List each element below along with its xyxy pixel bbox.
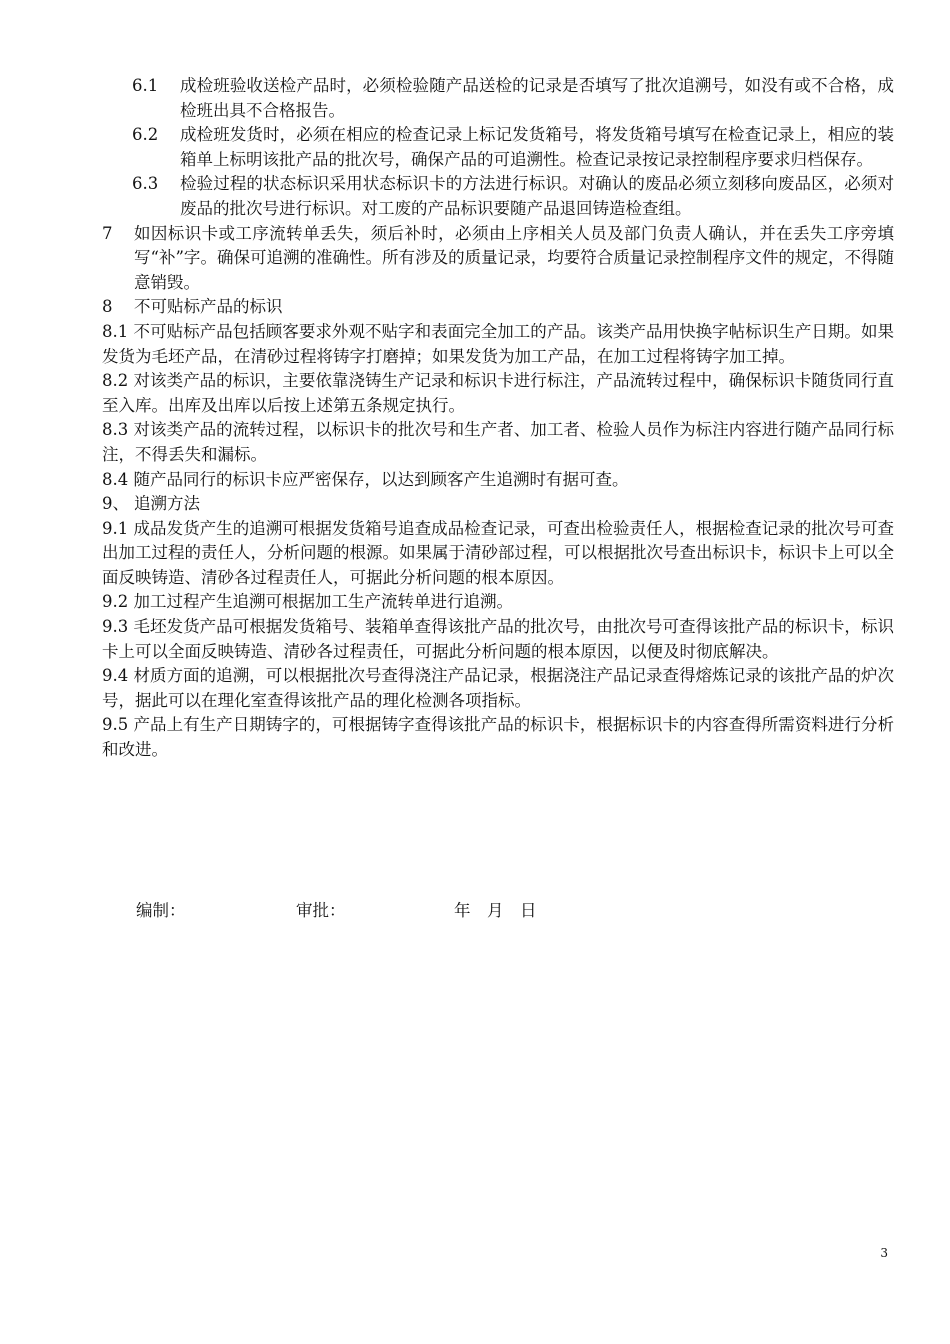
clause-number: 6.2 bbox=[132, 125, 159, 145]
section-9-heading bbox=[102, 492, 894, 517]
approved-by-label: 审批： bbox=[296, 901, 346, 920]
section-title: 追溯方法 bbox=[134, 494, 200, 514]
clause-9-2: 9.2 加工过程产生追溯可根据加工生产流转单进行追溯。 bbox=[102, 592, 513, 612]
clause-number: 6.3 bbox=[132, 174, 159, 194]
clause-6-3 bbox=[132, 172, 894, 221]
clause-8-4: 8.4 随产品同行的标识卡应严密保存，以达到顾客产生追溯时有据可查。 bbox=[102, 469, 629, 489]
clause-text: 成检班发货时，必须在相应的检查记录上标记发货箱号，将发货箱号填写在检查记录上，相应的装箱单上标明该批产品的批次号，确保产品的可追溯性。检查记录按记录控制程序要求归档保存。 bbox=[180, 125, 894, 169]
clause-text: 成检班验收送检产品时，必须检验随产品送检的记录是否填写了批次追溯号，如没有或不合格，成检班出具不合格报告。 bbox=[180, 76, 894, 120]
clause-6-2 bbox=[132, 123, 894, 172]
section-number: 7 bbox=[102, 223, 113, 243]
clause-6-1 bbox=[132, 74, 894, 123]
signature-line bbox=[136, 897, 537, 921]
section-text: 如因标识卡或工序流转单丢失，须后补时，必须由上序相关人员及部门负责人确认，并在丢失工序旁填写“补”字。确保可追溯的准确性。所有涉及的质量记录，均要符合质量记录控制程序文件的规定，不得随意销毁。 bbox=[134, 223, 894, 292]
clause-8-2: 8.2 对该类产品的标识，主要依靠浇铸生产记录和标识卡进行标注，产品流转过程中，确保标识卡随货同行直至入库。出库及出库以后按上述第五条规定执行。 bbox=[102, 371, 894, 415]
clause-9-1: 9.1 成品发货产生的追溯可根据发货箱号追查成品检查记录，可查出检验责任人，根据检查记录的批次号可查出加工过程的责任人，分析问题的根源。如果属于清砂部过程，可以根据批次号查出标识卡，标识卡上可以全面反映铸造、清砂各过程责任人，可据此分析问题的根本原因。 bbox=[102, 518, 894, 587]
clause-number: 6.1 bbox=[132, 76, 159, 95]
clause-8-3: 8.3 对该类产品的流转过程，以标识卡的批次号和生产者、加工者、检验人员作为标注内容进行随产品同行标注，不得丢失和漏标。 bbox=[102, 420, 894, 464]
prepared-by-label: 编制： bbox=[136, 901, 186, 920]
section-7 bbox=[102, 222, 894, 296]
page-number: 3 bbox=[880, 1246, 888, 1260]
section-title: 不可贴标产品的标识 bbox=[134, 297, 283, 317]
clause-text: 检验过程的状态标识采用状态标识卡的方法进行标识。对确认的废品必须立刻移向废品区，必须对废品的批次号进行标识。对工废的产品标识要随产品退回铸造检查组。 bbox=[180, 174, 894, 218]
date-label: 年 月 日 bbox=[454, 901, 537, 920]
section-8-heading bbox=[102, 295, 894, 320]
section-number: 9、 bbox=[102, 494, 129, 514]
clause-9-5: 9.5 产品上有生产日期铸字的，可根据铸字查得该批产品的标识卡，根据标识卡的内容查得所需资料进行分析和改进。 bbox=[102, 715, 894, 760]
clause-9-3: 9.3 毛坯发货产品可根据发货箱号、装箱单查得该批产品的批次号，由批次号可查得该批产品的标识卡，标识卡上可以全面反映铸造、清砂各过程责任，可据此分析问题的根本原因，以便及时彻底解决。 bbox=[102, 617, 894, 661]
section-number: 8 bbox=[102, 297, 113, 317]
clause-9-4: 9.4 材质方面的追溯，可以根据批次号查得浇注产品记录，根据浇注产品记录查得熔炼记录的该批产品的炉次号，据此可以在理化室查得该批产品的理化检测各项指标。 bbox=[102, 666, 894, 710]
clause-8-1: 8.1 不可贴标产品包括顾客要求外观不贴字和表面完全加工的产品。该类产品用快换字帖标识生产日期。如果发货为毛坯产品，在清砂过程将铸字打磨掉；如果发货为加工产品，在加工过程将铸字加工掉。 bbox=[102, 321, 894, 366]
document-body bbox=[102, 74, 894, 763]
